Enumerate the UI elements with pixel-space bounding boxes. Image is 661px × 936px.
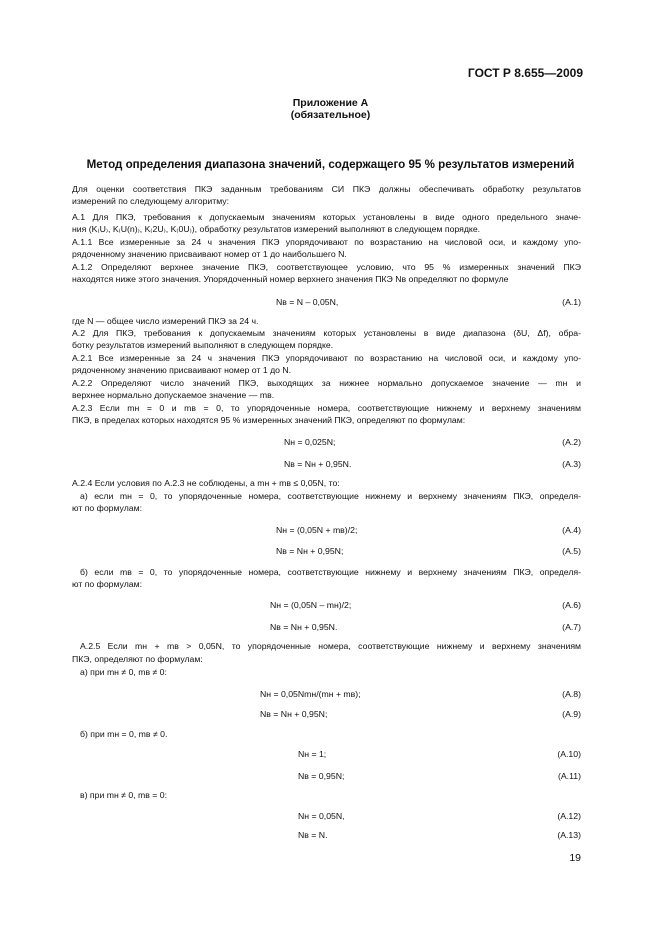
formula: Nв = 0,95N;	[298, 771, 345, 781]
formula: Nн = (0,05N + mв)/2;	[276, 525, 358, 535]
formula-number: (А.8)	[562, 689, 581, 699]
text-line: рядоченному значению присваивают номер от 1 до наибольшего N.	[72, 249, 347, 259]
text-line: А.2.1 Все измеренные за 24 ч значения ПКЭ упорядочивают по возрастанию на числовой оси, и каждому упо-	[72, 353, 581, 363]
text-line: Для оценки соответствия ПКЭ заданным требованиям СИ ПКЭ должны обеспечивать обработку результатов	[72, 184, 581, 194]
text-line: где N — общее число измерений ПКЭ за 24 ч.	[72, 316, 259, 326]
formula-number: (А.1)	[562, 297, 581, 307]
text-line: измерений по следующему алгоритму:	[72, 196, 230, 206]
formula: Nв = N.	[298, 830, 328, 840]
formula: Nв = Nн + 0,95N.	[270, 622, 338, 632]
formula: Nв = Nн + 0,95N.	[284, 459, 352, 469]
formula-number: (А.12)	[557, 811, 581, 821]
text-line: ботку результатов измерений выполняют в следующем порядке.	[72, 340, 334, 350]
text-line: б) если mв = 0, то упорядоченные номера, соответствующие нижнему и верхнему значениям ПКЭ, определя-	[80, 567, 581, 577]
text-line: А.2.3 Если mн = 0 и mв = 0, то упорядоченные номера, соответствующие нижнему и верхнему значениям	[72, 403, 581, 413]
formula: Nн = 0,05N,	[298, 811, 345, 821]
text-line: находятся ниже этого значения. Упорядоченный номер верхнего значения ПКЭ Nв определяют по формуле	[72, 274, 509, 284]
text-line: А.2.4 Если условия по А.2.3 не соблюдены, а mн + mв ≤ 0,05N, то:	[72, 478, 340, 488]
text-line: б) при mн = 0, mв ≠ 0.	[80, 729, 168, 739]
text-line: А.1.1 Все измеренные за 24 ч значения ПКЭ упорядочивают по возрастанию на числовой оси, и каждому упо-	[72, 237, 581, 247]
formula: Nв = Nн + 0,95N;	[260, 709, 328, 719]
formula-number: (А.3)	[562, 459, 581, 469]
formula-number: (А.10)	[557, 749, 581, 759]
text-line: ют по формулам:	[72, 579, 142, 589]
appendix-title: Приложение А	[292, 97, 369, 109]
formula: Nв = Nн + 0,95N;	[276, 546, 344, 556]
text-line: А.2.2 Определяют число значений ПКЭ, выходящих за нижнее нормально допускаемое значение — mн и	[72, 378, 581, 388]
text-line: ПКЭ, определяют по формулам:	[72, 654, 203, 664]
text-line: в) при mн ≠ 0, mв = 0:	[80, 790, 168, 800]
formula: Nн = 1;	[298, 749, 327, 759]
formula-number: (А.2)	[562, 437, 581, 447]
text-line: А.1 Для ПКЭ, требования к допускаемым значениям которых установлены в виде одного предельного значе-	[72, 212, 581, 222]
page-number: 19	[569, 852, 581, 864]
appendix-note: (обязательное)	[290, 109, 371, 121]
text-line: ют по формулам:	[72, 503, 142, 513]
text-line: А.1.2 Определяют верхнее значение ПКЭ, соответствующее условию, что 95 % измеренных значений ПКЭ	[72, 262, 581, 272]
formula: Nн = 0,025N;	[284, 437, 336, 447]
text-line: А.2 Для ПКЭ, требования к допускаемым значениям которых установлены в виде диапазона (δU, Δf), обра-	[72, 328, 581, 338]
formula-number: (А.4)	[562, 525, 581, 535]
text-line: рядоченному значению присваивают номер от 1 до N.	[72, 365, 292, 375]
formula-number: (А.6)	[562, 600, 581, 610]
text-line: А.2.5 Если mн + mв > 0,05N, то упорядоченные номера, соответствующие нижнему и верхнему значениям	[80, 641, 581, 651]
formula: Nв = N – 0,05N,	[276, 297, 339, 307]
text-line: а) при mн ≠ 0, mв ≠ 0:	[80, 667, 167, 677]
formula: Nн = 0,05Nmн/(mн + mв);	[260, 689, 361, 699]
formula-number: (А.9)	[562, 709, 581, 719]
text-line: верхнее нормально допускаемое значение — mв.	[72, 390, 275, 400]
formula: Nн = (0,05N – mн)/2;	[270, 600, 352, 610]
text-line: ния (K₍U₎, K₍U(n)₎, K₍2U₎, K₍0U₎), обработку результатов измерений выполняют в следующем порядке.	[72, 224, 481, 234]
text-line: ПКЭ, в пределах которых находятся 95 % измеренных значений ПКЭ, определяют по формулам:	[72, 415, 466, 425]
section-title: Метод определения диапазона значений, содержащего 95 % результатов измерений	[86, 158, 575, 171]
text-line: а) если mн = 0, то упорядоченные номера, соответствующие нижнему и верхнему значениям ПКЭ, определя-	[80, 491, 581, 501]
formula-number: (А.7)	[562, 622, 581, 632]
formula-number: (А.11)	[557, 771, 581, 781]
formula-number: (А.13)	[557, 830, 581, 840]
document-id: ГОСТ Р 8.655—2009	[467, 66, 583, 80]
formula-number: (А.5)	[562, 546, 581, 556]
